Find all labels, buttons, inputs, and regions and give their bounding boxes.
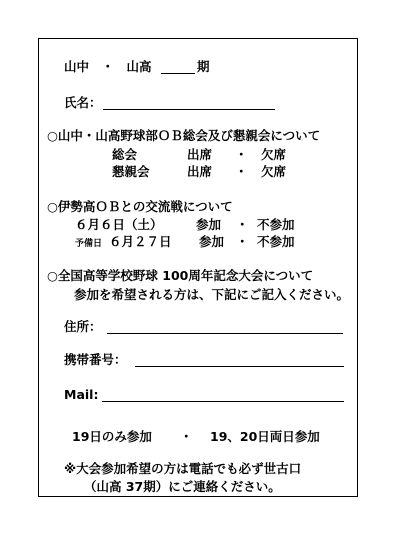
address-label: 住所： <box>64 319 102 334</box>
phone-label: 携帯番号： <box>64 352 127 367</box>
term-suffix: 期 <box>197 59 210 74</box>
address-blank[interactable] <box>107 333 343 334</box>
term-blank[interactable] <box>161 73 195 74</box>
mail-blank[interactable] <box>102 401 344 402</box>
option-separator: ・ <box>180 429 193 444</box>
section-exchange-title: ○伊勢高ＯＢとの交流戦について <box>47 199 233 214</box>
mail-label: Mail: <box>64 387 99 402</box>
agm-attend-option[interactable]: 出席 <box>187 147 213 162</box>
match-attend-option[interactable]: 参加 <box>196 217 222 232</box>
reply-card <box>38 38 358 497</box>
party-event: 懇親会 <box>112 164 150 179</box>
name-blank[interactable] <box>103 109 275 110</box>
match-absent-option[interactable]: 不参加 <box>257 217 295 232</box>
phone-blank[interactable] <box>135 366 344 367</box>
name-label: 氏名： <box>64 95 102 110</box>
note-line-2: （山高 37期）にご連絡ください。 <box>84 479 281 494</box>
agm-absent-option[interactable]: 欠席 <box>261 147 287 162</box>
party-separator: ・ <box>235 164 248 179</box>
match-date: ６月６日（土） <box>75 217 163 232</box>
reserve-absent-option[interactable]: 不参加 <box>257 234 295 249</box>
reserve-separator: ・ <box>236 234 249 249</box>
section-agm-title: ○山中・山高野球部ＯＢ総会及び懇親会について <box>47 128 321 143</box>
school-label: 山中 ・ 山高 <box>64 59 152 74</box>
reserve-day-tag: 予備日 <box>75 239 103 249</box>
agm-event: 総会 <box>112 147 138 162</box>
tournament-instructions: 参加を希望される方は、下記にご記入ください。 <box>74 287 350 302</box>
party-absent-option[interactable]: 欠席 <box>261 164 287 179</box>
note-line-1: ※大会参加希望の方は電話でも必ず世古口 <box>64 461 302 476</box>
option-19-only[interactable]: 19日のみ参加 <box>72 429 152 444</box>
party-attend-option[interactable]: 出席 <box>187 164 213 179</box>
section-tournament-title: ○全国高等学校野球 100周年記念大会について <box>47 268 314 283</box>
option-both-days[interactable]: 19、20日両日参加 <box>210 429 320 444</box>
reserve-attend-option[interactable]: 参加 <box>199 234 225 249</box>
reserve-date: ６月２７日 <box>109 234 172 249</box>
agm-separator: ・ <box>235 147 248 162</box>
match-separator: ・ <box>236 217 249 232</box>
